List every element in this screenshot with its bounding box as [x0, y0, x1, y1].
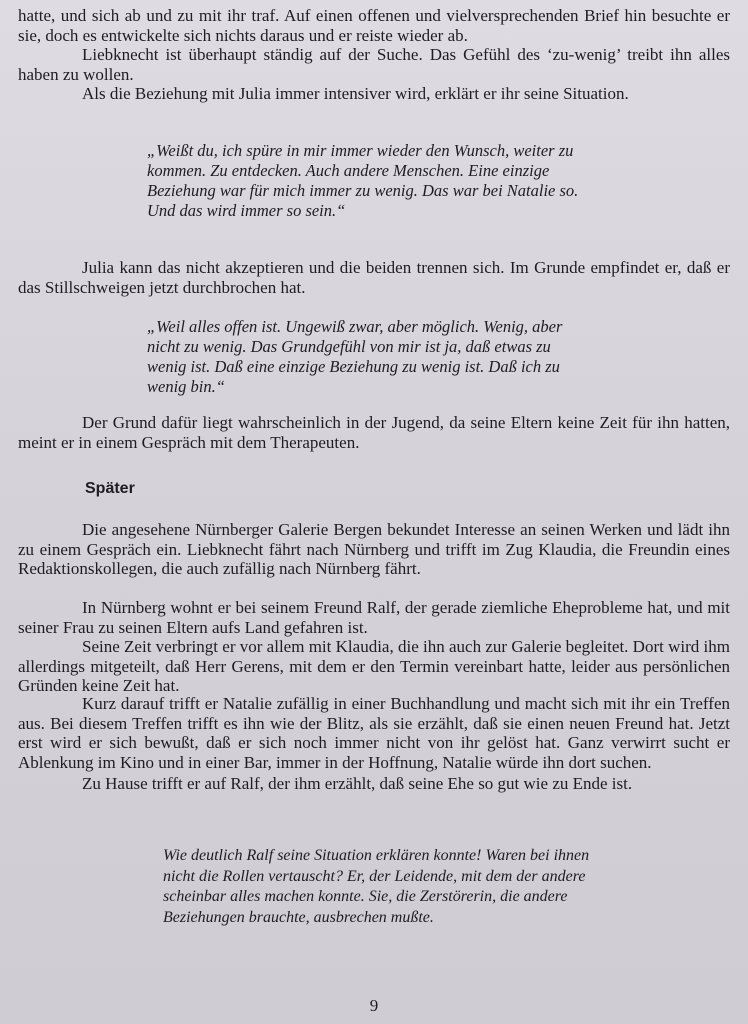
paragraph-1: hatte, und sich ab und zu mit ihr traf. Auf einen offenen und vielversprechenden Brief hin besuchte er sie, doch es entwickelte sich nichts daraus und er reiste wieder ab. — [18, 6, 730, 45]
paragraph-2: Liebknecht ist überhaupt ständig auf der Suche. Das Gefühl des ‘zu-wenig’ treibt ihn alles haben zu wollen. — [18, 45, 730, 84]
paragraph-5: Der Grund dafür liegt wahrscheinlich in der Jugend, da seine Eltern keine Zeit für ihn hatten, meint er in einem Gespräch mit dem Therapeuten. — [18, 413, 730, 452]
section-heading: Später — [85, 480, 135, 497]
paragraph-9: Kurz darauf trifft er Natalie zufällig in einer Buchhandlung und macht sich mit ihr ein Treffen aus. Bei diesem Treffen trifft es ihn wie der Blitz, als sie erzählt, daß sie einen neuen Freund hat. Jetzt erst wird er sich bewußt, daß er sich noch immer nicht von ihr gelöst hat. Ganz verwirrt sucht er Ablenkung im Kino und in einer Bar, immer in der Hoffnung, Natalie würde ihn dort suchen. — [18, 694, 730, 772]
paragraph-10: Zu Hause trifft er auf Ralf, der ihm erzählt, daß seine Ehe so gut wie zu Ende ist. — [82, 774, 633, 793]
quote-2: „Weil alles offen ist. Ungewiß zwar, aber möglich. Wenig, aber nicht zu wenig. Das Grundgefühl von mir ist ja, daß etwas zu wenig ist. Daß eine einzige Beziehung zu wenig ist. Daß ich zu wenig bin.“ — [147, 317, 563, 396]
quote-1: „Weißt du, ich spüre in mir immer wieder den Wunsch, weiter zu kommen. Zu entdecken. Auch andere Menschen. Eine einzige Beziehung war für mich immer zu wenig. Das war bei Natalie so. Und das wird immer so sein.“ — [147, 141, 579, 220]
page-number: 9 — [369, 996, 379, 1015]
paragraph-3: Als die Beziehung mit Julia immer intensiver wird, erklärt er ihr seine Situation. — [82, 84, 629, 103]
paragraph-6: Die angesehene Nürnberger Galerie Bergen bekundet Interesse an seinen Werken und lädt ihn zu einem Gespräch ein. Liebknecht fährt nach Nürnberg und trifft im Zug Klaudia, die Freundin eines Redaktionskollegen, die auch zufällig nach Nürnberg fährt. — [18, 520, 730, 579]
quote-3: Wie deutlich Ralf seine Situation erklären konnte! Waren bei ihnen nicht die Rollen vertauscht? Er, der Leidende, mit dem der andere scheinbar alles machen konnte. Sie, die Zerstörerin, die andere Beziehungen brauchte, ausbrechen mußte. — [163, 847, 590, 926]
paragraph-7: In Nürnberg wohnt er bei seinem Freund Ralf, der gerade ziemliche Eheprobleme hat, und mit seiner Frau zu seinen Eltern aufs Land gefahren ist. — [18, 598, 730, 637]
paragraph-8: Seine Zeit verbringt er vor allem mit Klaudia, die ihn auch zur Galerie begleitet. Dort wird ihm allerdings mitgeteilt, daß Herr Gerens, mit dem er den Termin vereinbart hatte, leider aus persönlichen Gründen keine Zeit hat. — [18, 637, 730, 696]
paragraph-4: Julia kann das nicht akzeptieren und die beiden trennen sich. Im Grunde empfindet er, daß er das Stillschweigen jetzt durchbrochen hat. — [18, 258, 730, 297]
